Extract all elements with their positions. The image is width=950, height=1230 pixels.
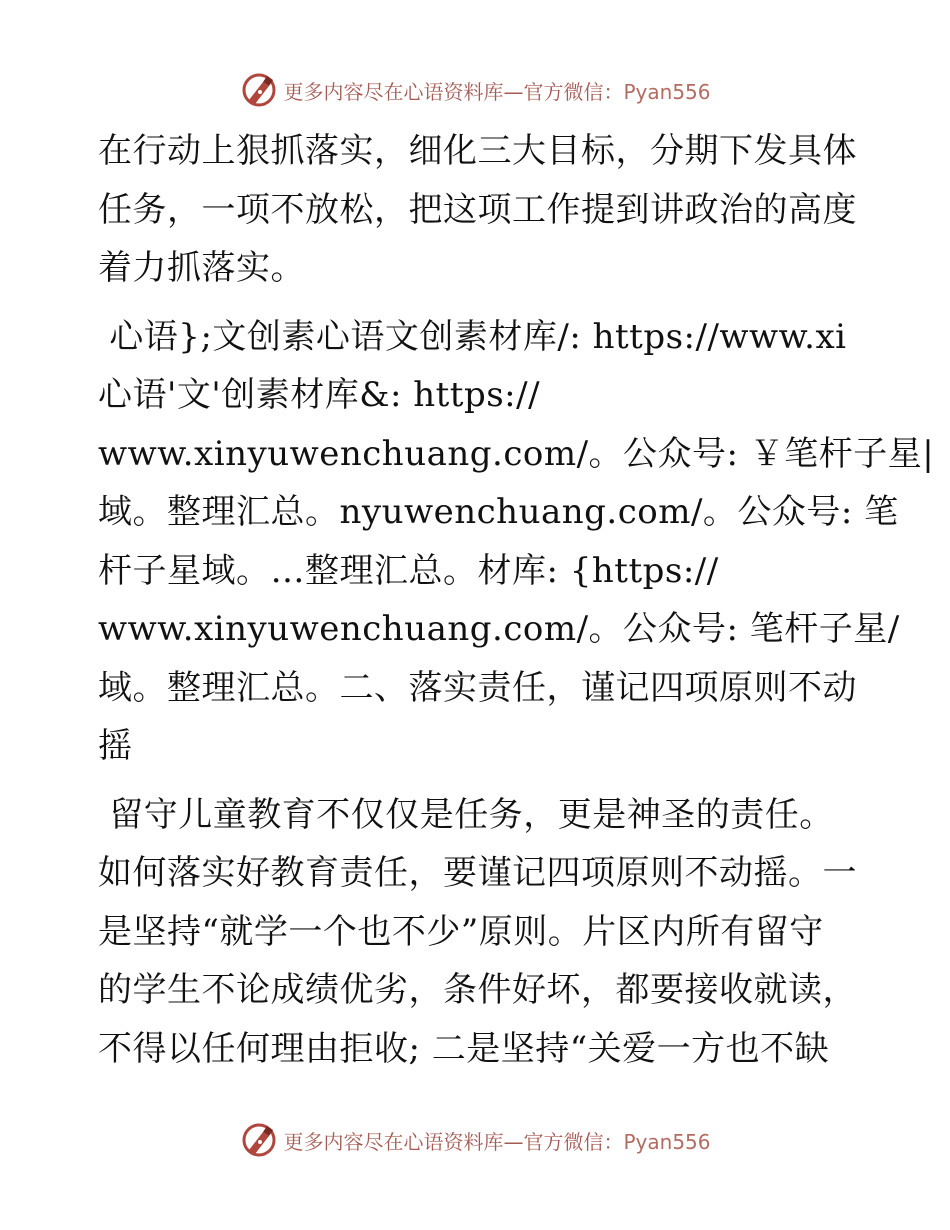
paragraph — [98, 308, 935, 776]
header-text: 更多内容尽在心语资料库—官方微信：Pyan556 — [283, 79, 711, 104]
text-line: 不得以任何理由拒收; 二是坚持“关爱一方也不缺 — [98, 1028, 830, 1069]
text-line: 的学生不论成绩优劣，条件好坏，都要接收就读， — [98, 970, 857, 1010]
text-line: 域。整理汇总。二、落实责任，谨记四项原则不动 — [98, 667, 857, 708]
footer-banner — [0, 1118, 950, 1162]
text-line: 域。整理汇总。nyuwenchuang.com/。公众号: 笔 — [98, 492, 899, 532]
header-banner — [0, 68, 950, 112]
text-line: 在行动上狠抓落实，细化三大目标，分期下发具体 — [98, 131, 857, 171]
pen-nib-logo-icon — [239, 1120, 279, 1160]
text-line: 留守儿童教育不仅仅是任务，更是神圣的责任。 — [98, 794, 834, 835]
paragraph — [98, 786, 858, 1079]
text-line: 着力抓落实。 — [98, 248, 305, 288]
text-line: www.xinyuwenchuang.com/。公众号: 笔杆子星/ — [98, 609, 900, 649]
pen-nib-logo-icon — [239, 70, 279, 110]
text-line: 是坚持“就学一个也不少”原则。片区内所有留守 — [98, 911, 824, 952]
document-body — [98, 122, 935, 1078]
text-line: 如何落实好教育责任，要谨记四项原则不动摇。一 — [98, 853, 857, 893]
text-line: 任务，一项不放松，把这项工作提到讲政治的高度 — [98, 189, 857, 230]
text-line: 心语};文创素心语文创素材库/: https://www.xi — [98, 316, 847, 357]
text-line: 心语'文'创素材库&: https:// — [98, 375, 541, 415]
text-line: 杆子星域。…整理汇总。材库: {https:// — [98, 550, 719, 591]
footer-text: 更多内容尽在心语资料库—官方微信：Pyan556 — [283, 1129, 711, 1154]
text-line: 摇 — [98, 726, 133, 766]
paragraph — [98, 122, 858, 298]
text-line: www.xinyuwenchuang.com/。公众号: ￥笔杆子星| — [98, 433, 935, 474]
